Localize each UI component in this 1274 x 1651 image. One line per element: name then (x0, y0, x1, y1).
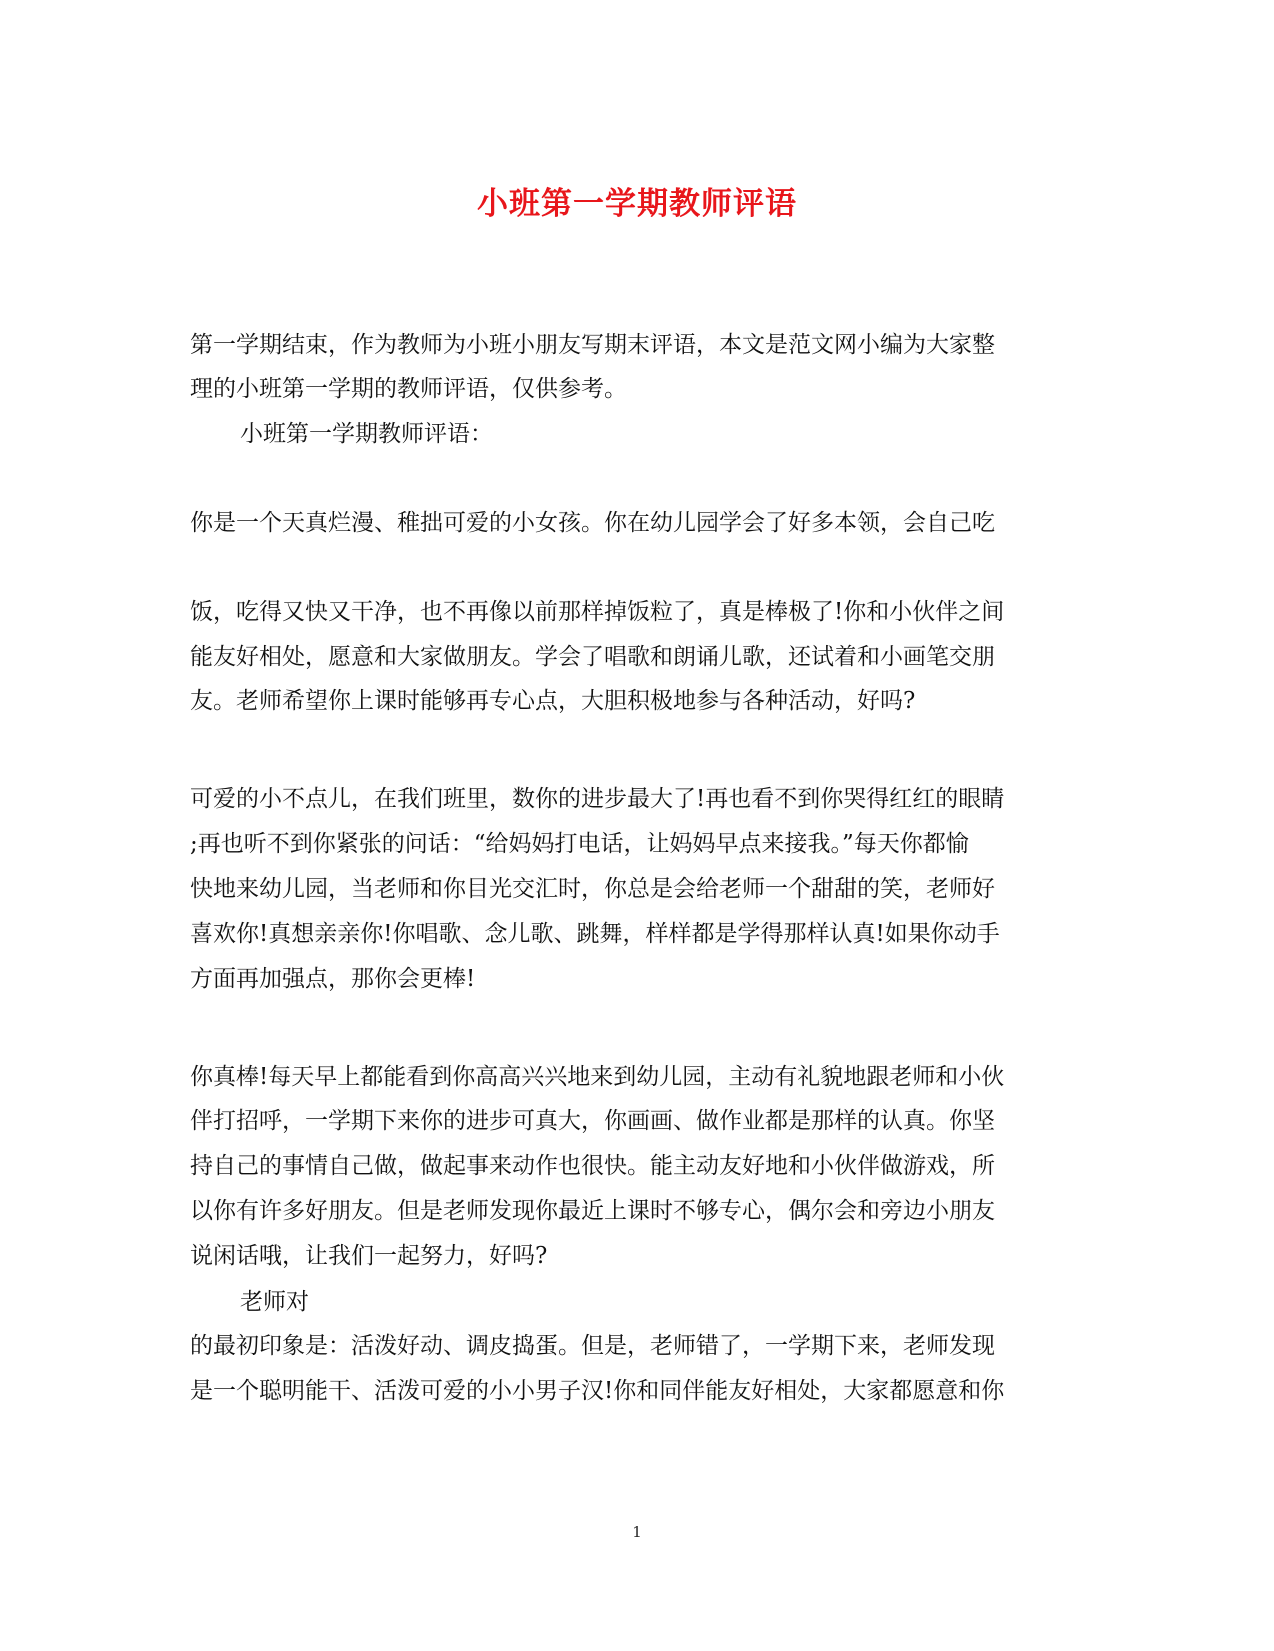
section-heading: 小班第一学期教师评语： (240, 421, 493, 447)
text-line: 第一学期结束，作为教师为小班小朋友写期末评语，本文是范文网小编为大家整 (190, 332, 995, 358)
text-line: 以你有许多好朋友。但是老师发现你最近上课时不够专心，偶尔会和旁边小朋友 (190, 1198, 995, 1224)
document-title: 小班第一学期教师评语 (477, 186, 797, 222)
text-line: 理的小班第一学期的教师评语，仅供参考。 (190, 376, 627, 402)
text-line: 喜欢你!真想亲亲你!你唱歌、念儿歌、跳舞，样样都是学得那样认真!如果你动手 (190, 921, 1000, 947)
text-line: 友。老师希望你上课时能够再专心点，大胆积极地参与各种活动，好吗? (190, 688, 916, 714)
text-line: 的最初印象是：活泼好动、调皮捣蛋。但是，老师错了，一学期下来，老师发现 (190, 1333, 995, 1359)
text-line: 饭，吃得又快又干净，也不再像以前那样掉饭粒了，真是棒极了!你和小伙伴之间 (190, 599, 1005, 625)
text-line: 能友好相处，愿意和大家做朋友。学会了唱歌和朗诵儿歌，还试着和小画笔交朋 (190, 644, 995, 670)
text-line: 快地来幼儿园，当老师和你目光交汇时，你总是会给老师一个甜甜的笑，老师好 (190, 876, 995, 902)
text-line: 伴打招呼，一学期下来你的进步可真大，你画画、做作业都是那样的认真。你坚 (190, 1108, 995, 1134)
text-line: ;再也听不到你紧张的问话：“给妈妈打电话，让妈妈早点来接我。”每天你都愉 (190, 831, 969, 857)
text-line: 老师对 (240, 1289, 309, 1315)
text-line: 可爱的小不点儿，在我们班里，数你的进步最大了!再也看不到你哭得红红的眼睛 (190, 786, 1005, 812)
text-line: 持自己的事情自己做，做起事来动作也很快。能主动友好地和小伙伴做游戏，所 (190, 1153, 995, 1179)
text-line: 你真棒!每天早上都能看到你高高兴兴地来到幼儿园，主动有礼貌地跟老师和小伙 (190, 1064, 1005, 1090)
text-line: 是一个聪明能干、活泼可爱的小小男子汉!你和同伴能友好相处，大家都愿意和你 (190, 1378, 1005, 1404)
text-line: 你是一个天真烂漫、稚拙可爱的小女孩。你在幼儿园学会了好多本领，会自己吃 (190, 510, 995, 536)
text-line: 方面再加强点，那你会更棒! (190, 966, 476, 992)
text-line: 说闲话哦，让我们一起努力，好吗? (190, 1243, 548, 1269)
page-number: 1 (632, 1523, 642, 1541)
